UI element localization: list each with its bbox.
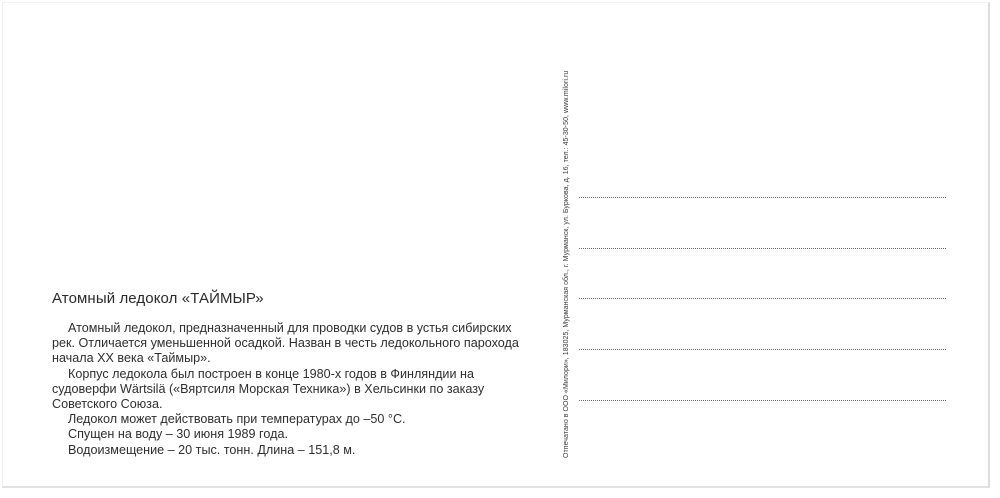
- description-paragraph: Корпус ледокола был построен в конце 1980-х годов в Финляндии на судоверфи Wärtsilä («Вяртсиля Морская Техника») в Хельсинки по заказу Советского Союза.: [52, 366, 485, 412]
- description-paragraph: Атомный ледокол, предназначенный для проводки судов в устья сибирских рек. Отличается уменьшенной осадкой. Назван в честь ледокольного парохода начала XX века «Таймыр».: [52, 321, 519, 366]
- address-line: [579, 197, 946, 198]
- address-area: [579, 0, 946, 498]
- description-paragraph: Водоизмещение – 20 тыс. тонн. Длина – 151,8 м.: [68, 442, 356, 457]
- address-line: [579, 298, 946, 299]
- address-line: [579, 349, 946, 350]
- address-line: [579, 400, 946, 401]
- card-description: [52, 321, 522, 458]
- card-title: Атомный ледокол «ТАЙМЫР»: [52, 290, 264, 307]
- printer-imprint-text: Отпечатано в ООО «Милори», 183025, Мурманская обл., г. Мурманск, ул. Буркова, д. 16, тел.: 45-30-50, www.milori.ru: [563, 70, 570, 458]
- description-paragraph: Ледокол может действовать при температурах до –50 °C.: [68, 412, 406, 427]
- description-paragraph: Спущен на воду – 30 июня 1989 года.: [68, 427, 288, 442]
- address-line: [579, 248, 946, 249]
